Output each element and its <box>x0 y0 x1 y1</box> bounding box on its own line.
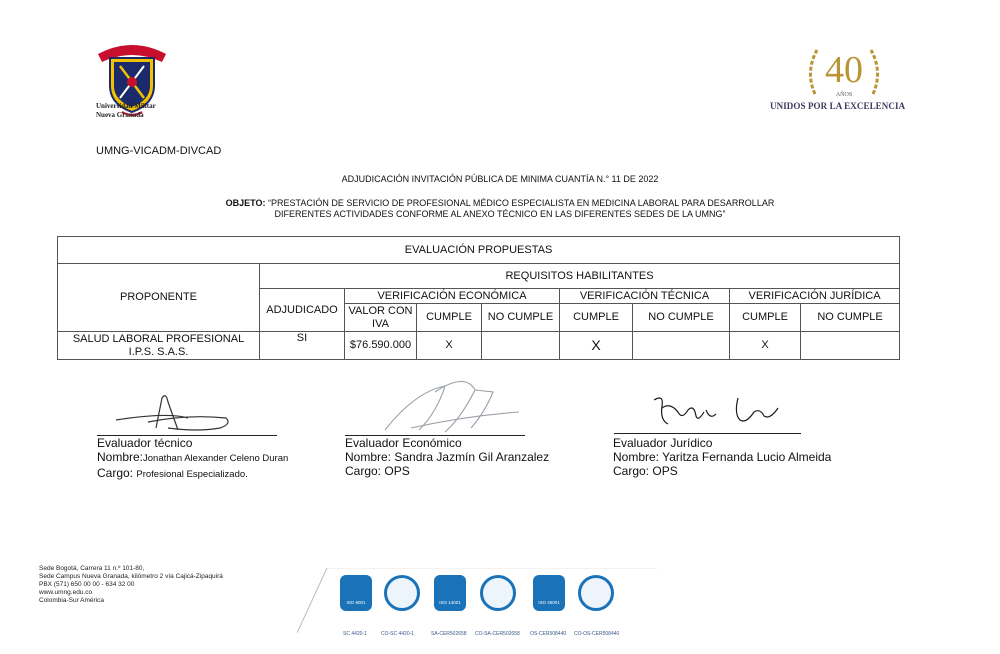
document-title: ADJUDICACIÓN INVITACIÓN PÚBLICA DE MINIMA CUANTÍA N.° 11 DE 2022 <box>341 174 659 184</box>
economic-not-meets-cell <box>482 332 560 360</box>
cert-code-1: SC 4420-1 <box>343 631 367 637</box>
iqnet-badge-3 <box>578 575 614 611</box>
iqnet-badge-1 <box>384 575 420 611</box>
cert-code-4: CO-SA-CER502658 <box>475 631 520 637</box>
university-name-line2: Nueva Granada <box>96 111 144 119</box>
requirements-header: REQUISITOS HABILITANTES <box>260 264 900 289</box>
objeto-line1 <box>80 198 920 209</box>
legal-evaluator-block <box>613 436 831 478</box>
cert-code-2: CO-SC 4420-1 <box>381 631 415 637</box>
legal-evaluator-position: OPS <box>652 464 678 478</box>
cert-code-5: OS-CER508440 <box>530 631 567 637</box>
anniversary-number: 40 <box>825 49 863 91</box>
value-cell: $76.590.000 <box>345 332 417 360</box>
economic-meets-header: CUMPLE <box>417 304 482 332</box>
economic-evaluator-signature <box>375 372 525 442</box>
technical-evaluator-signature <box>108 392 238 436</box>
economic-evaluator-role: Evaluador Económico <box>345 436 462 450</box>
technical-verification-header: VERIFICACIÓN TÉCNICA <box>560 289 730 304</box>
legal-evaluator-signature <box>648 390 788 430</box>
anniversary-tagline: UNIDOS POR LA EXCELENCIA <box>770 101 906 111</box>
anniversary-40-logo <box>803 42 885 104</box>
legal-not-meets-cell <box>801 332 900 360</box>
position-label: Cargo: <box>345 464 382 478</box>
table-row <box>58 332 900 360</box>
technical-evaluator-position: Profesional Especializado. <box>136 469 248 480</box>
economic-evaluator-name: Sandra Jazmín Gil Aranzalez <box>394 450 550 464</box>
technical-evaluator-role: Evaluador técnico <box>97 436 193 450</box>
legal-signature-line <box>614 433 801 434</box>
icontec-iso45001-badge: ISO 45001 <box>533 575 565 611</box>
website-link[interactable]: www.umng.edu.co <box>39 589 93 596</box>
legal-evaluator-name: Yaritza Fernanda Lucio Almeida <box>662 450 832 464</box>
anniversary-word: AÑOS <box>835 92 853 98</box>
economic-evaluator-name-row <box>345 450 549 464</box>
address-line2: Sede Campus Nueva Granada, kilómetro 2 vía Cajicá-Zipaquirá <box>39 573 223 580</box>
university-name-line1: Universidad Militar <box>96 102 156 110</box>
technical-evaluator-name-row <box>97 450 288 466</box>
legal-verification-header: VERIFICACIÓN JURÍDICA <box>730 289 900 304</box>
position-label: Cargo: <box>613 464 650 478</box>
phone: PBX (571) 650 00 00 - 634 32 00 <box>39 581 135 588</box>
economic-meets-cell: X <box>417 332 482 360</box>
technical-meets-header: CUMPLE <box>560 304 633 332</box>
name-label: Nombre: <box>345 450 392 464</box>
table-title: EVALUACIÓN PROPUESTAS <box>58 237 900 264</box>
proponent-header: PROPONENTE <box>58 264 260 332</box>
objeto-label: OBJETO: <box>225 198 266 208</box>
economic-not-meets-header: NO CUMPLE <box>482 304 560 332</box>
reference-code: UMNG-VICADM-DIVCAD <box>96 145 222 157</box>
icontec-iso14001-badge: ISO 14001 <box>434 575 466 611</box>
proponent-cell: SALUD LABORAL PROFESIONAL I.P.S. S.A.S. <box>58 332 260 360</box>
objeto-line2: DIFERENTES ACTIVIDADES CONFORME AL ANEXO TÉCNICO EN LAS DIFERENTES SEDES DE LA UMNG” <box>274 209 726 219</box>
legal-meets-cell: X <box>730 332 801 360</box>
technical-evaluator-block <box>97 436 288 482</box>
legal-evaluator-name-row <box>613 450 831 464</box>
technical-not-meets-header: NO CUMPLE <box>633 304 730 332</box>
region: Colombia-Sur América <box>39 597 105 604</box>
footer-address <box>39 565 223 605</box>
value-header: VALOR CON IVA <box>345 304 417 332</box>
cert-code-3: SA-CER502658 <box>431 631 467 637</box>
name-label: Nombre: <box>613 450 660 464</box>
awarded-header: ADJUDICADO <box>260 289 345 332</box>
economic-evaluator-position-row <box>345 464 549 478</box>
legal-evaluator-role: Evaluador Jurídico <box>613 436 713 450</box>
economic-verification-header: VERIFICACIÓN ECONÓMICA <box>345 289 560 304</box>
economic-evaluator-position: OPS <box>384 464 410 478</box>
iqnet-badge-2 <box>480 575 516 611</box>
position-label: Cargo: <box>97 466 134 480</box>
technical-evaluator-name: Jonathan Alexander Celeno Duran <box>143 453 289 464</box>
objeto-section <box>80 198 920 220</box>
economic-evaluator-block <box>345 436 549 478</box>
technical-meets-cell: X <box>560 332 633 360</box>
technical-evaluator-position-row <box>97 466 288 482</box>
cert-code-6: CO-OS-CER508440 <box>574 631 620 637</box>
legal-evaluator-position-row <box>613 464 831 478</box>
address-line1: Sede Bogotá, Carrera 11 n.º 101-80, <box>39 565 145 572</box>
evaluation-table <box>57 236 900 360</box>
name-label: Nombre: <box>97 450 144 464</box>
technical-not-meets-cell <box>633 332 730 360</box>
icontec-iso9001-badge: ISO 9001 <box>340 575 372 611</box>
awarded-cell: SI <box>260 332 345 360</box>
objeto-text1: “PRESTACIÓN DE SERVICIO DE PROFESIONAL MÉDICO ESPECIALISTA EN MEDICINA LABORAL PARA DESARROLLAR <box>268 198 775 208</box>
legal-not-meets-header: NO CUMPLE <box>801 304 900 332</box>
legal-meets-header: CUMPLE <box>730 304 801 332</box>
